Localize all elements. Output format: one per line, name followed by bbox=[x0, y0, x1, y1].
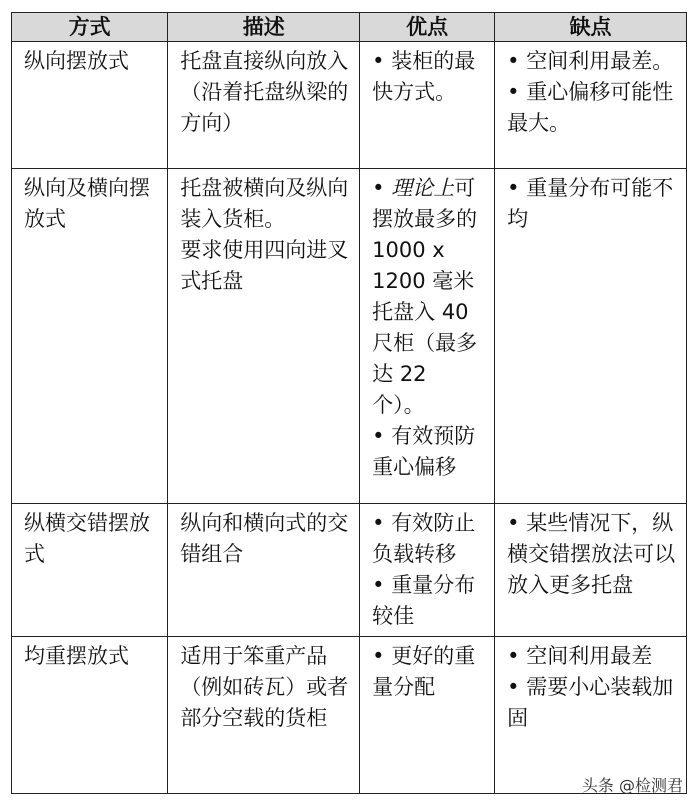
description-text: 要求使用四向进叉式托盘 bbox=[180, 238, 349, 293]
header-method: 方式 bbox=[12, 13, 168, 42]
description-cell bbox=[168, 42, 360, 169]
pros-item bbox=[372, 173, 484, 421]
table-row bbox=[12, 42, 687, 169]
cons-item: • 需要小心装载加固 bbox=[507, 672, 676, 734]
pros-cell bbox=[360, 42, 495, 169]
header-pros: 优点 bbox=[360, 13, 495, 42]
pros-item: • 装柜的最快方式。 bbox=[372, 46, 484, 108]
pros-item-rest: 可摆放最多的 1000 x 1200 毫米托盘入 40 尺柜（最多达 22 个）。 bbox=[372, 176, 478, 417]
cons-item: • 重量分布可能不均 bbox=[507, 173, 676, 235]
pros-cell bbox=[360, 637, 495, 794]
method-cell: 纵向及横向摆放式 bbox=[12, 169, 168, 504]
cons-cell bbox=[495, 42, 687, 169]
description-cell bbox=[168, 637, 360, 794]
pallet-loading-table bbox=[11, 12, 687, 794]
description-text: 适用于笨重产品（例如砖瓦）或者部分空载的货柜 bbox=[180, 644, 349, 730]
pros-cell bbox=[360, 504, 495, 637]
watermark: 头条 @检测君 bbox=[581, 776, 683, 795]
header-cons: 缺点 bbox=[495, 13, 687, 42]
cons-item: • 某些情况下，纵横交错摆放法可以放入更多托盘 bbox=[507, 508, 676, 601]
cons-item: • 空间利用最差。 bbox=[507, 46, 676, 77]
description-cell bbox=[168, 169, 360, 504]
header-description: 描述 bbox=[168, 13, 360, 42]
method-cell: 纵向摆放式 bbox=[12, 42, 168, 169]
method-cell: 均重摆放式 bbox=[12, 637, 168, 794]
table-row bbox=[12, 504, 687, 637]
description-text: 托盘直接纵向放入（沿着托盘纵梁的方向） bbox=[180, 49, 349, 135]
pros-item: • 有效防止负载转移 bbox=[372, 508, 484, 570]
table-row bbox=[12, 169, 687, 504]
description-text: 托盘被横向及纵向装入货柜。 bbox=[180, 176, 349, 231]
description-cell bbox=[168, 504, 360, 637]
cons-cell bbox=[495, 504, 687, 637]
pros-item: • 有效预防重心偏移 bbox=[372, 421, 484, 483]
pros-item: • 更好的重量分配 bbox=[372, 641, 484, 703]
cons-item: • 重心偏移可能性最大。 bbox=[507, 77, 676, 139]
pros-italic-prefix: 理论上 bbox=[391, 176, 455, 200]
pros-cell bbox=[360, 169, 495, 504]
cons-cell bbox=[495, 169, 687, 504]
header-row bbox=[12, 13, 687, 42]
pros-item: • 重量分布较佳 bbox=[372, 570, 484, 632]
cons-item: • 空间利用最差 bbox=[507, 641, 676, 672]
table-row bbox=[12, 637, 687, 794]
description-text: 纵向和横向式的交错组合 bbox=[180, 511, 349, 566]
cons-cell bbox=[495, 637, 687, 794]
method-cell: 纵横交错摆放式 bbox=[12, 504, 168, 637]
